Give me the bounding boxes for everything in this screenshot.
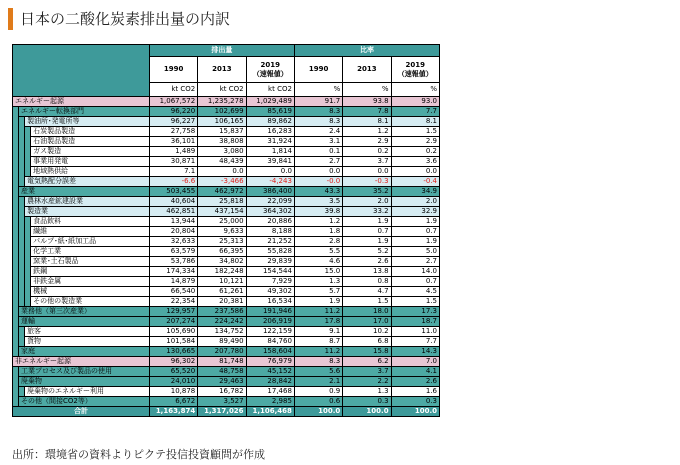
row-label: 運輸 xyxy=(19,317,150,327)
value-cell: 8,188 xyxy=(246,227,294,237)
value-cell: 24,010 xyxy=(149,377,197,387)
row-label: 地域熱供給 xyxy=(31,167,150,177)
value-cell: 33.2 xyxy=(343,207,391,217)
value-cell: 15.8 xyxy=(343,347,391,357)
value-cell: 224,242 xyxy=(198,317,246,327)
value-cell: 96,227 xyxy=(149,117,197,127)
value-cell: 16,283 xyxy=(246,127,294,137)
value-cell: 437,154 xyxy=(198,207,246,217)
table-row xyxy=(13,217,440,227)
value-cell: 11.2 xyxy=(294,307,342,317)
value-cell: 27,758 xyxy=(149,127,197,137)
table-row xyxy=(13,297,440,307)
value-cell: 34,802 xyxy=(198,257,246,267)
row-label: 合計 xyxy=(13,407,150,417)
value-cell: 8.1 xyxy=(343,117,391,127)
value-cell: 1.8 xyxy=(294,227,342,237)
value-cell: 158,604 xyxy=(246,347,294,357)
value-cell: 5.6 xyxy=(294,367,342,377)
value-cell: 1,814 xyxy=(246,147,294,157)
value-cell: 7.0 xyxy=(391,357,439,367)
row-label: 貨物 xyxy=(25,337,150,347)
value-cell: 130,665 xyxy=(149,347,197,357)
table-row xyxy=(13,117,440,127)
value-cell: 8.3 xyxy=(294,117,342,127)
value-cell: 3.7 xyxy=(343,157,391,167)
row-label: 石油製品製造 xyxy=(31,137,150,147)
row-label: 廃棄物のエネルギー利用 xyxy=(25,387,150,397)
table-corner xyxy=(13,45,150,97)
value-cell: -0.4 xyxy=(391,177,439,187)
value-cell: 8.7 xyxy=(294,337,342,347)
value-cell: 35.2 xyxy=(343,187,391,197)
value-cell: 3.5 xyxy=(294,197,342,207)
header-unit: % xyxy=(391,83,439,97)
value-cell: 3.6 xyxy=(391,157,439,167)
value-cell: 0.2 xyxy=(391,147,439,157)
value-cell: 4.1 xyxy=(391,367,439,377)
value-cell: 0.6 xyxy=(294,397,342,407)
row-label: 電気熱配分誤差 xyxy=(25,177,150,187)
value-cell: 191,946 xyxy=(246,307,294,317)
value-cell: 0.7 xyxy=(343,227,391,237)
value-cell: 22,354 xyxy=(149,297,197,307)
value-cell: 25,000 xyxy=(198,217,246,227)
value-cell: 11.0 xyxy=(391,327,439,337)
value-cell: 14,879 xyxy=(149,277,197,287)
value-cell: 17,468 xyxy=(246,387,294,397)
value-cell: 0.9 xyxy=(294,387,342,397)
value-cell: 207,780 xyxy=(198,347,246,357)
value-cell: 129,957 xyxy=(149,307,197,317)
row-label: 廃棄物 xyxy=(19,377,150,387)
value-cell: 106,165 xyxy=(198,117,246,127)
value-cell: 1,067,572 xyxy=(149,97,197,107)
table-row xyxy=(13,97,440,107)
value-cell: 20,804 xyxy=(149,227,197,237)
value-cell: 20,886 xyxy=(246,217,294,227)
title-accent-bar xyxy=(8,8,13,30)
row-label: 業務他（第三次産業） xyxy=(19,307,150,317)
value-cell: 81,748 xyxy=(198,357,246,367)
header-year: 2019 （速報値） xyxy=(246,57,294,83)
value-cell: 2.8 xyxy=(294,237,342,247)
value-cell: 53,786 xyxy=(149,257,197,267)
value-cell: 32,633 xyxy=(149,237,197,247)
value-cell: 1.6 xyxy=(391,387,439,397)
row-label: パルプ･紙･紙加工品 xyxy=(31,237,150,247)
value-cell: 4.7 xyxy=(343,287,391,297)
value-cell: 3,527 xyxy=(198,397,246,407)
value-cell: 49,302 xyxy=(246,287,294,297)
value-cell: 85,619 xyxy=(246,107,294,117)
value-cell: 61,261 xyxy=(198,287,246,297)
value-cell: 6,672 xyxy=(149,397,197,407)
value-cell: 5.5 xyxy=(294,247,342,257)
value-cell: 22,099 xyxy=(246,197,294,207)
header-unit: kt CO2 xyxy=(246,83,294,97)
value-cell: 21,252 xyxy=(246,237,294,247)
value-cell: 48,758 xyxy=(198,367,246,377)
value-cell: 25,313 xyxy=(198,237,246,247)
value-cell: 20,381 xyxy=(198,297,246,307)
value-cell: 8.1 xyxy=(391,117,439,127)
value-cell: 1,489 xyxy=(149,147,197,157)
value-cell: 1,163,874 xyxy=(149,407,197,417)
header-unit: % xyxy=(343,83,391,97)
row-label: 非鉄金属 xyxy=(31,277,150,287)
value-cell: 11.2 xyxy=(294,347,342,357)
row-label: 製油所･発電所等 xyxy=(25,117,150,127)
value-cell: 386,400 xyxy=(246,187,294,197)
value-cell: 8.3 xyxy=(294,357,342,367)
value-cell: 105,690 xyxy=(149,327,197,337)
table-row xyxy=(13,357,440,367)
value-cell: 25,818 xyxy=(198,197,246,207)
value-cell: 1.9 xyxy=(391,217,439,227)
value-cell: 462,972 xyxy=(198,187,246,197)
value-cell: 65,520 xyxy=(149,367,197,377)
value-cell: -3,466 xyxy=(198,177,246,187)
value-cell: 0.0 xyxy=(198,167,246,177)
value-cell: 91.7 xyxy=(294,97,342,107)
value-cell: 2.6 xyxy=(391,377,439,387)
row-label: 食品飲料 xyxy=(31,217,150,227)
row-label: ガス製造 xyxy=(31,147,150,157)
value-cell: 503,455 xyxy=(149,187,197,197)
row-label: 製造業 xyxy=(25,207,150,217)
table-row xyxy=(13,327,440,337)
value-cell: 2.6 xyxy=(343,257,391,267)
value-cell: 18.0 xyxy=(343,307,391,317)
value-cell: -0.3 xyxy=(343,177,391,187)
value-cell: 102,699 xyxy=(198,107,246,117)
value-cell: 55,828 xyxy=(246,247,294,257)
row-label: 事業用発電 xyxy=(31,157,150,167)
value-cell: 0.0 xyxy=(246,167,294,177)
table-row xyxy=(13,277,440,287)
value-cell: 1.9 xyxy=(343,217,391,227)
value-cell: 39.8 xyxy=(294,207,342,217)
value-cell: 7.8 xyxy=(343,107,391,117)
value-cell: 237,586 xyxy=(198,307,246,317)
value-cell: 31,924 xyxy=(246,137,294,147)
value-cell: 2.7 xyxy=(391,257,439,267)
value-cell: 10.2 xyxy=(343,327,391,337)
row-label: 家庭 xyxy=(19,347,150,357)
row-label: 非エネルギー起源 xyxy=(13,357,150,367)
header-year: 2013 xyxy=(343,57,391,83)
table-row xyxy=(13,187,440,197)
value-cell: 1.5 xyxy=(391,297,439,307)
value-cell: 43.3 xyxy=(294,187,342,197)
value-cell: 1.2 xyxy=(294,217,342,227)
value-cell: 1.9 xyxy=(294,297,342,307)
value-cell: 1,106,468 xyxy=(246,407,294,417)
value-cell: 2.7 xyxy=(294,157,342,167)
value-cell: 7.7 xyxy=(391,107,439,117)
header-year: 2013 xyxy=(198,57,246,83)
value-cell: 7,929 xyxy=(246,277,294,287)
row-label: その他の製造業 xyxy=(31,297,150,307)
header-unit: kt CO2 xyxy=(149,83,197,97)
table-row xyxy=(13,167,440,177)
header-year: 2019 （速報値） xyxy=(391,57,439,83)
value-cell: 1.3 xyxy=(294,277,342,287)
table-row xyxy=(13,407,440,417)
value-cell: 2.2 xyxy=(343,377,391,387)
value-cell: -6.6 xyxy=(149,177,197,187)
value-cell: 1,317,026 xyxy=(198,407,246,417)
value-cell: 30,871 xyxy=(149,157,197,167)
value-cell: 93.0 xyxy=(391,97,439,107)
value-cell: 29,463 xyxy=(198,377,246,387)
table-row xyxy=(13,367,440,377)
value-cell: 462,851 xyxy=(149,207,197,217)
page-title: 日本の二酸化炭素排出量の内訳 xyxy=(20,10,231,28)
value-cell: 17.0 xyxy=(343,317,391,327)
value-cell: 0.3 xyxy=(391,397,439,407)
value-cell: 3,080 xyxy=(198,147,246,157)
value-cell: 174,334 xyxy=(149,267,197,277)
value-cell: 96,302 xyxy=(149,357,197,367)
value-cell: 0.0 xyxy=(391,167,439,177)
value-cell: 1.3 xyxy=(343,387,391,397)
value-cell: 206,919 xyxy=(246,317,294,327)
row-label: 繊維 xyxy=(31,227,150,237)
value-cell: 4.5 xyxy=(391,287,439,297)
value-cell: -4,243 xyxy=(246,177,294,187)
value-cell: 17.8 xyxy=(294,317,342,327)
value-cell: 1.9 xyxy=(343,237,391,247)
row-label: エネルギー起源 xyxy=(13,97,150,107)
row-label: 化学工業 xyxy=(31,247,150,257)
table-body xyxy=(13,97,440,417)
value-cell: 0.3 xyxy=(343,397,391,407)
value-cell: 4.6 xyxy=(294,257,342,267)
header-emissions: 排出量 xyxy=(149,45,294,57)
source-note: 出所：環境省の資料よりピクテ投信投資顧問が作成 xyxy=(12,448,265,461)
value-cell: 14.0 xyxy=(391,267,439,277)
value-cell: 84,760 xyxy=(246,337,294,347)
value-cell: 8.3 xyxy=(294,107,342,117)
value-cell: 66,395 xyxy=(198,247,246,257)
table-row xyxy=(13,177,440,187)
table-row xyxy=(13,107,440,117)
value-cell: 15,837 xyxy=(198,127,246,137)
table-row xyxy=(13,257,440,267)
value-cell: 1.9 xyxy=(391,237,439,247)
value-cell: 1.2 xyxy=(343,127,391,137)
row-label: 工業プロセス及び製品の使用 xyxy=(19,367,150,377)
value-cell: 6.2 xyxy=(343,357,391,367)
row-label: 旅客 xyxy=(25,327,150,337)
value-cell: 32.9 xyxy=(391,207,439,217)
value-cell: 9.1 xyxy=(294,327,342,337)
value-cell: 182,248 xyxy=(198,267,246,277)
table-row xyxy=(13,227,440,237)
row-label: 産業 xyxy=(19,187,150,197)
value-cell: 28,842 xyxy=(246,377,294,387)
header-year: 1990 xyxy=(294,57,342,83)
row-label: エネルギー転換部門 xyxy=(19,107,150,117)
value-cell: 0.7 xyxy=(391,227,439,237)
value-cell: 100.0 xyxy=(294,407,342,417)
header-unit: kt CO2 xyxy=(198,83,246,97)
value-cell: 154,544 xyxy=(246,267,294,277)
value-cell: 38,808 xyxy=(198,137,246,147)
value-cell: 36,101 xyxy=(149,137,197,147)
value-cell: 10,121 xyxy=(198,277,246,287)
row-label: 石炭製品製造 xyxy=(31,127,150,137)
value-cell: 0.0 xyxy=(294,167,342,177)
value-cell: 13.8 xyxy=(343,267,391,277)
table-row xyxy=(13,127,440,137)
value-cell: 45,152 xyxy=(246,367,294,377)
table-row xyxy=(13,197,440,207)
table-row xyxy=(13,397,440,407)
value-cell: 101,584 xyxy=(149,337,197,347)
value-cell: 100.0 xyxy=(391,407,439,417)
table-row xyxy=(13,247,440,257)
value-cell: -0.0 xyxy=(294,177,342,187)
value-cell: 1,235,278 xyxy=(198,97,246,107)
value-cell: 16,782 xyxy=(198,387,246,397)
value-cell: 2.1 xyxy=(294,377,342,387)
value-cell: 93.8 xyxy=(343,97,391,107)
value-cell: 3.7 xyxy=(343,367,391,377)
value-cell: 122,159 xyxy=(246,327,294,337)
value-cell: 6.8 xyxy=(343,337,391,347)
table-row xyxy=(13,307,440,317)
row-label: その他（間接CO2等） xyxy=(19,397,150,407)
table-row xyxy=(13,287,440,297)
value-cell: 2.0 xyxy=(343,197,391,207)
value-cell: 9,633 xyxy=(198,227,246,237)
value-cell: 364,302 xyxy=(246,207,294,217)
value-cell: 207,274 xyxy=(149,317,197,327)
value-cell: 5.7 xyxy=(294,287,342,297)
value-cell: 7.7 xyxy=(391,337,439,347)
value-cell: 15.0 xyxy=(294,267,342,277)
value-cell: 34.9 xyxy=(391,187,439,197)
value-cell: 66,540 xyxy=(149,287,197,297)
table-row xyxy=(13,237,440,247)
table-row xyxy=(13,137,440,147)
row-label: 鉄鋼 xyxy=(31,267,150,277)
table-row xyxy=(13,377,440,387)
value-cell: 29,839 xyxy=(246,257,294,267)
value-cell: 96,220 xyxy=(149,107,197,117)
row-label: 機械 xyxy=(31,287,150,297)
table-row xyxy=(13,147,440,157)
value-cell: 16,534 xyxy=(246,297,294,307)
row-label: 窯業･土石製品 xyxy=(31,257,150,267)
table-row xyxy=(13,347,440,357)
value-cell: 5.0 xyxy=(391,247,439,257)
value-cell: 10,878 xyxy=(149,387,197,397)
value-cell: 1,029,489 xyxy=(246,97,294,107)
value-cell: 0.8 xyxy=(343,277,391,287)
value-cell: 100.0 xyxy=(343,407,391,417)
value-cell: 39,841 xyxy=(246,157,294,167)
value-cell: 1.5 xyxy=(343,297,391,307)
value-cell: 7.1 xyxy=(149,167,197,177)
header-unit: % xyxy=(294,83,342,97)
value-cell: 134,752 xyxy=(198,327,246,337)
value-cell: 0.1 xyxy=(294,147,342,157)
value-cell: 89,862 xyxy=(246,117,294,127)
value-cell: 14.3 xyxy=(391,347,439,357)
value-cell: 89,490 xyxy=(198,337,246,347)
emissions-table xyxy=(12,44,440,417)
value-cell: 17.3 xyxy=(391,307,439,317)
table-row xyxy=(13,387,440,397)
value-cell: 2.4 xyxy=(294,127,342,137)
value-cell: 2.0 xyxy=(391,197,439,207)
header-year: 1990 xyxy=(149,57,197,83)
value-cell: 0.0 xyxy=(343,167,391,177)
table-row xyxy=(13,337,440,347)
table-row xyxy=(13,317,440,327)
value-cell: 13,944 xyxy=(149,217,197,227)
value-cell: 40,604 xyxy=(149,197,197,207)
table-row xyxy=(13,267,440,277)
table-row xyxy=(13,157,440,167)
value-cell: 48,439 xyxy=(198,157,246,167)
value-cell: 2.9 xyxy=(391,137,439,147)
value-cell: 0.2 xyxy=(343,147,391,157)
value-cell: 2,985 xyxy=(246,397,294,407)
value-cell: 5.2 xyxy=(343,247,391,257)
value-cell: 3.1 xyxy=(294,137,342,147)
value-cell: 63,579 xyxy=(149,247,197,257)
value-cell: 76,979 xyxy=(246,357,294,367)
value-cell: 18.7 xyxy=(391,317,439,327)
table-row xyxy=(13,207,440,217)
value-cell: 0.7 xyxy=(391,277,439,287)
header-ratio: 比率 xyxy=(294,45,439,57)
value-cell: 2.9 xyxy=(343,137,391,147)
value-cell: 1.5 xyxy=(391,127,439,137)
row-label: 農林水産鉱建設業 xyxy=(25,197,150,207)
